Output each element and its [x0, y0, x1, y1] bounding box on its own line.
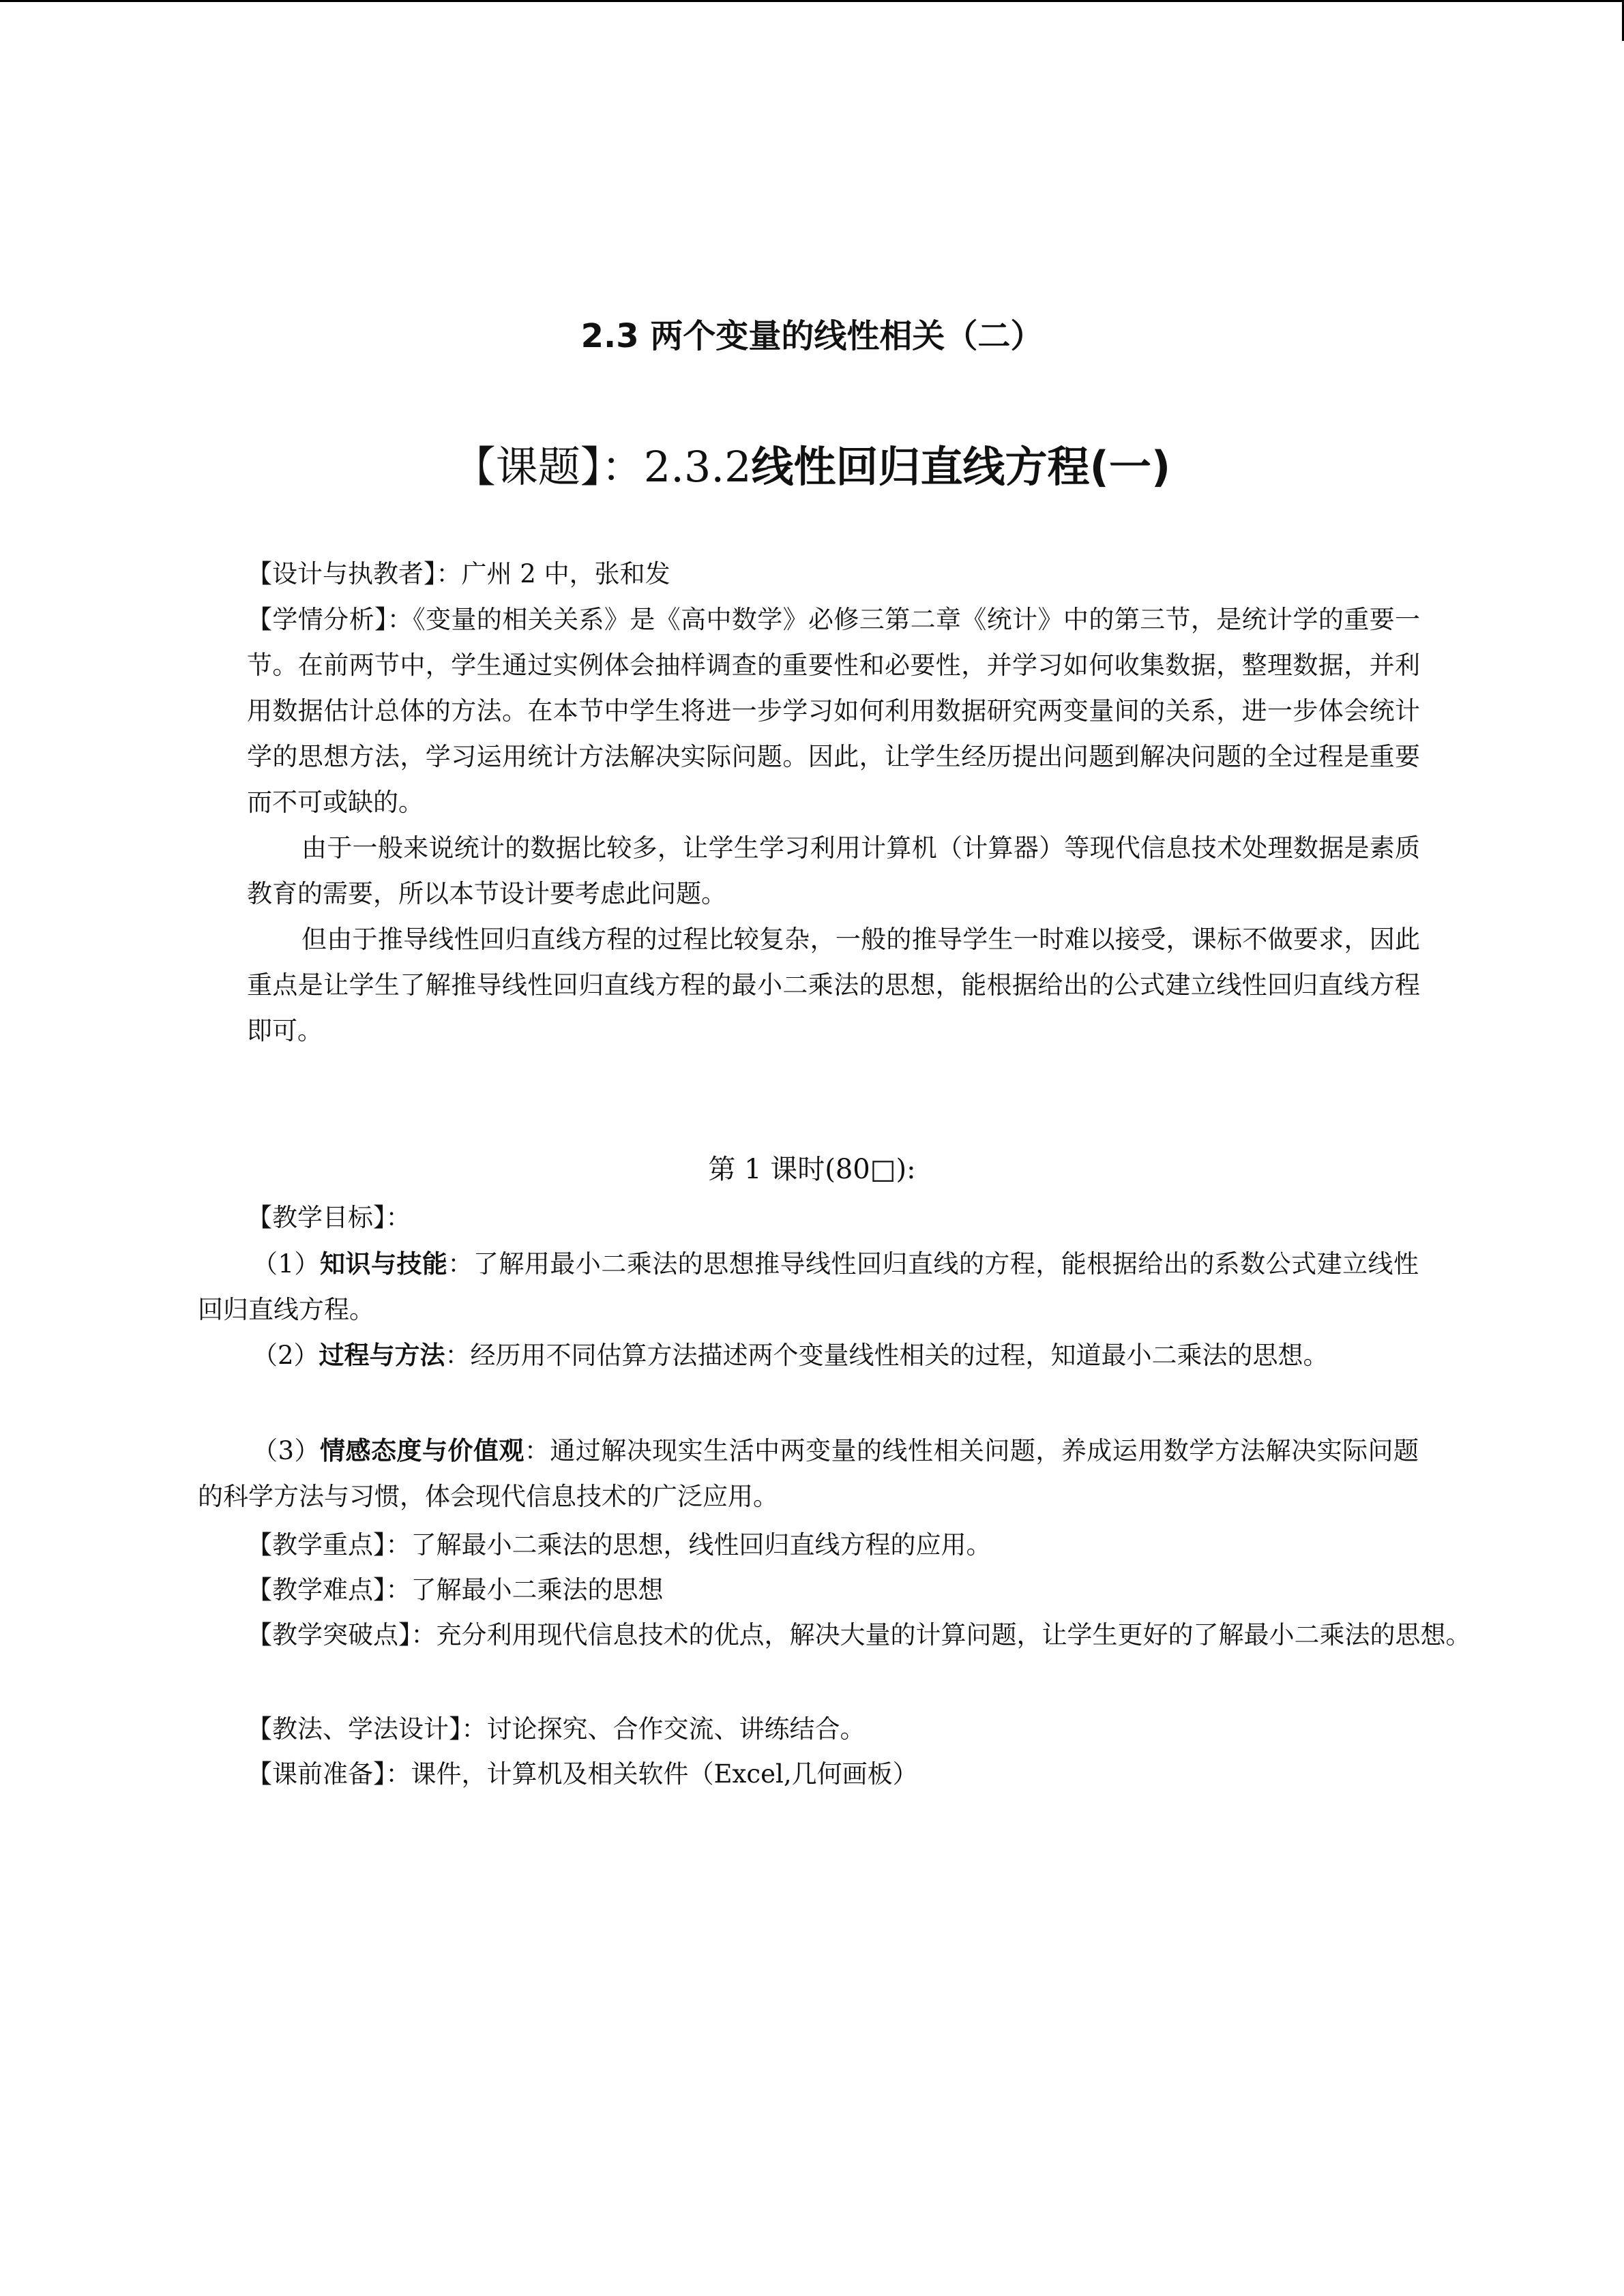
goal-2-num: （2）	[252, 1341, 319, 1370]
analysis-paragraph-1	[247, 597, 1420, 825]
key-point-label: 【教学重点】：	[247, 1530, 411, 1560]
difficulty-line	[247, 1567, 664, 1613]
analysis-paragraph-3: 但由于推导线性回归直线方程的过程比较复杂，一般的推导学生一时难以接受，课标不做要求，因此重点是让学生了解推导线性回归直线方程的最小二乘法的思想，能根据给出的公式建立线性回归直线方程即可。	[247, 925, 1420, 1045]
designer-label: 【设计与执教者】：	[247, 559, 462, 588]
goal-3-colon: ：	[524, 1436, 550, 1465]
prep-label: 【课前准备】：	[247, 1759, 411, 1789]
methods-line	[247, 1706, 866, 1752]
goal-item-3	[198, 1428, 1419, 1519]
document-title: 2.3 两个变量的线性相关（二）	[580, 317, 1044, 355]
goal-1-title: 知识与技能	[319, 1249, 448, 1279]
goals-label: 【教学目标】：	[247, 1203, 411, 1232]
goal-3-title: 情感态度与价值观	[319, 1435, 525, 1465]
goal-2-text: 经历用不同估算方法描述两个变量线性相关的过程，知道最小二乘法的思想。	[470, 1341, 1329, 1370]
prep-line	[247, 1751, 918, 1797]
breakthrough-paragraph	[247, 1612, 1502, 1658]
key-point-text: 了解最小二乘法的思想，线性回归直线方程的应用。	[411, 1530, 992, 1560]
key-point-line	[247, 1522, 992, 1568]
designer-line	[247, 551, 670, 597]
prep-text: 课件，计算机及相关软件（Excel,几何画板）	[411, 1759, 918, 1789]
difficulty-text: 了解最小二乘法的思想	[411, 1575, 664, 1605]
analysis-label: 【学情分析】：	[247, 605, 413, 634]
goal-1-num: （1）	[252, 1249, 320, 1279]
goal-3-num: （3）	[252, 1436, 320, 1465]
topic-number: 2.3.2	[643, 442, 752, 492]
analysis-text-1: 《变量的相关关系》是《高中数学》必修三第二章《统计》中的第三节，是统计学的重要一节。在前两节中，学生通过实例体会抽样调查的重要性和必要性，并学习如何收集数据，整理数据，并利用数据估计总体的方法。在本节中学生将进一步学习如何利用数据研究两变量间的关系，进一步体会统计学的思想方法，学习运用统计方法解决实际问题。因此，让学生经历提出问题到解决问题的全过程是重要而不可或缺的。	[247, 605, 1421, 817]
designer-text: 广州 2 中，张和发	[461, 559, 670, 588]
difficulty-label: 【教学难点】：	[247, 1575, 411, 1605]
goal-2-colon: ：	[445, 1341, 471, 1370]
breakthrough-label: 【教学突破点】：	[247, 1620, 437, 1650]
topic-prefix: 【课题】：	[453, 442, 644, 492]
lesson-period-heading: 第 1 课时(80□):	[708, 1154, 916, 1185]
methods-label: 【教法、学法设计】：	[247, 1714, 487, 1744]
analysis-paragraph-2: 由于一般来说统计的数据比较多，让学生学习利用计算机（计算器）等现代信息技术处理数据是素质教育的需要，所以本节设计要考虑此问题。	[247, 833, 1420, 908]
goal-2-title: 过程与方法	[319, 1340, 445, 1370]
breakthrough-text: 充分利用现代信息技术的优点，解决大量的计算问题，让学生更好的了解最小二乘法的思想。	[436, 1620, 1471, 1650]
topic-name: 线性回归直线方程(一)	[751, 442, 1171, 492]
goal-item-1	[198, 1241, 1419, 1332]
methods-text: 讨论探究、合作交流、讲练结合。	[486, 1714, 866, 1744]
lesson-topic	[0, 436, 1624, 498]
goal-3-text: 通过解决现实生活中两变量的线性相关问题，养成运用数学方法解决实际问题的科学方法与习惯，体会现代信息技术的广泛应用。	[198, 1436, 1419, 1511]
goal-1-colon: ：	[447, 1249, 473, 1279]
goal-1-text: 了解用最小二乘法的思想推导线性回归直线的方程，能根据给出的系数公式建立线性回归直线方程。	[198, 1249, 1419, 1324]
goal-item-2	[198, 1332, 1419, 1378]
